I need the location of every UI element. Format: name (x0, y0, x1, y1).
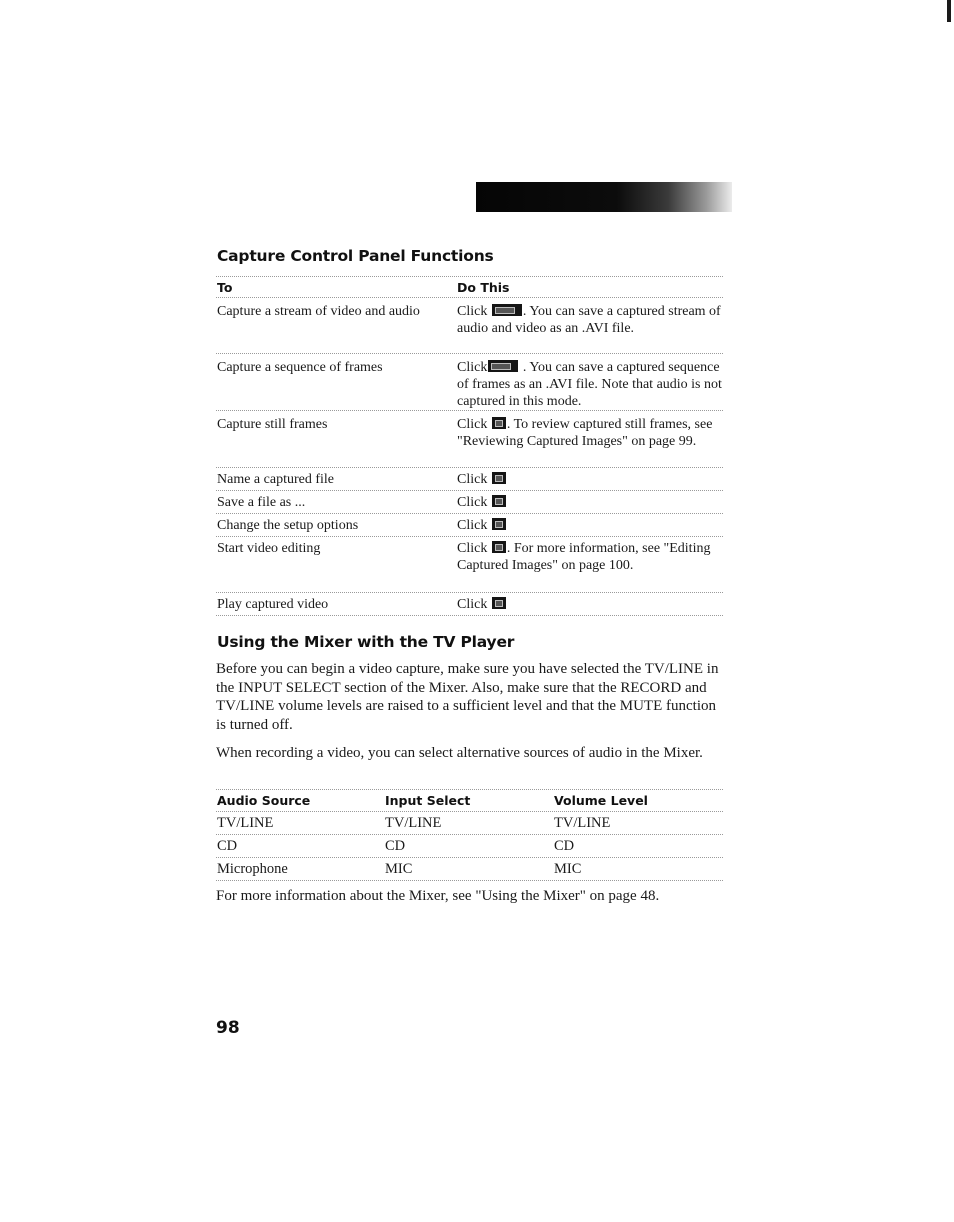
video-stream-capture-icon (492, 304, 522, 316)
row-action: Save a file as ... (217, 495, 306, 510)
table-row (216, 353, 723, 410)
page-number: 98 (216, 1018, 240, 1038)
table-row (216, 297, 723, 353)
mixer-footer-paragraph: For more information about the Mixer, see "Using the Mixer" on page 48. (216, 888, 660, 904)
input-select-cell: TV/LINE (385, 815, 442, 831)
row-action: Name a captured file (217, 472, 334, 487)
table-row (216, 857, 723, 881)
row-action: Start video editing (217, 541, 321, 556)
mixer-section-heading: Using the Mixer with the TV Player (217, 633, 515, 651)
table-row (216, 410, 723, 467)
capture-section-heading: Capture Control Panel Functions (217, 247, 494, 265)
row-action: Capture a sequence of frames (217, 360, 383, 375)
capture-functions-table (216, 276, 723, 616)
table-row (216, 536, 723, 592)
column-header-input-select: Input Select (385, 793, 471, 808)
table-row (216, 467, 723, 490)
audio-source-cell: Microphone (217, 861, 288, 877)
table-row (216, 811, 723, 834)
row-instruction: Click (457, 517, 723, 534)
row-action: Capture still frames (217, 417, 328, 432)
row-instruction: Click . You can save a captured stream of audio and video as an .AVI file. (457, 304, 721, 336)
column-header-to: To (217, 280, 233, 295)
input-select-cell: MIC (385, 861, 413, 877)
row-action: Change the setup options (217, 518, 359, 533)
volume-level-cell: TV/LINE (554, 815, 611, 831)
row-instruction: Click (457, 471, 723, 488)
column-header-do-this: Do This (457, 280, 510, 295)
row-instruction: Click . For more information, see "Editing Captured Images" on page 100. (457, 541, 711, 573)
row-instruction: Click (457, 596, 723, 613)
still-frame-capture-icon (492, 417, 506, 429)
video-editing-icon (492, 541, 506, 553)
mixer-sources-paragraph: When recording a video, you can select alternative sources of audio in the Mixer. (216, 745, 703, 761)
column-header-volume-level: Volume Level (554, 793, 648, 808)
mixer-sources-table (216, 789, 723, 881)
table-header (216, 276, 723, 297)
table-row (216, 513, 723, 536)
input-select-cell: CD (385, 838, 406, 854)
table-row (216, 592, 723, 616)
volume-level-cell: MIC (554, 861, 582, 877)
save-as-icon (492, 495, 506, 507)
crop-mark (947, 0, 951, 22)
row-action: Capture a stream of video and audio (217, 304, 420, 319)
setup-options-icon (492, 518, 506, 530)
row-instruction: Click . To review captured still frames, see "Reviewing Captured Images" on page 99. (457, 417, 713, 449)
row-action: Play captured video (217, 597, 329, 612)
header-gradient-bar (476, 182, 732, 212)
name-file-icon (492, 472, 506, 484)
audio-source-cell: TV/LINE (217, 815, 274, 831)
column-header-audio-source: Audio Source (217, 793, 311, 808)
audio-source-cell: CD (217, 838, 238, 854)
volume-level-cell: CD (554, 838, 575, 854)
play-video-icon (492, 597, 506, 609)
table-row (216, 490, 723, 513)
row-instruction: Click (457, 494, 723, 511)
table-header (216, 789, 723, 811)
mixer-intro-paragraph: Before you can begin a video capture, make sure you have selected the TV/LINE in the INPUT SELECT section of the Mixer. Also, make sure that the RECORD and TV/LINE volume levels are raised to a sufficient level and that the MUTE function is turned off. (216, 661, 719, 733)
table-row (216, 834, 723, 857)
frame-sequence-capture-icon (488, 360, 518, 372)
row-instruction: Click . You can save a captured sequence of frames as an .AVI file. Note that audio is not captured in this mode. (457, 360, 722, 409)
